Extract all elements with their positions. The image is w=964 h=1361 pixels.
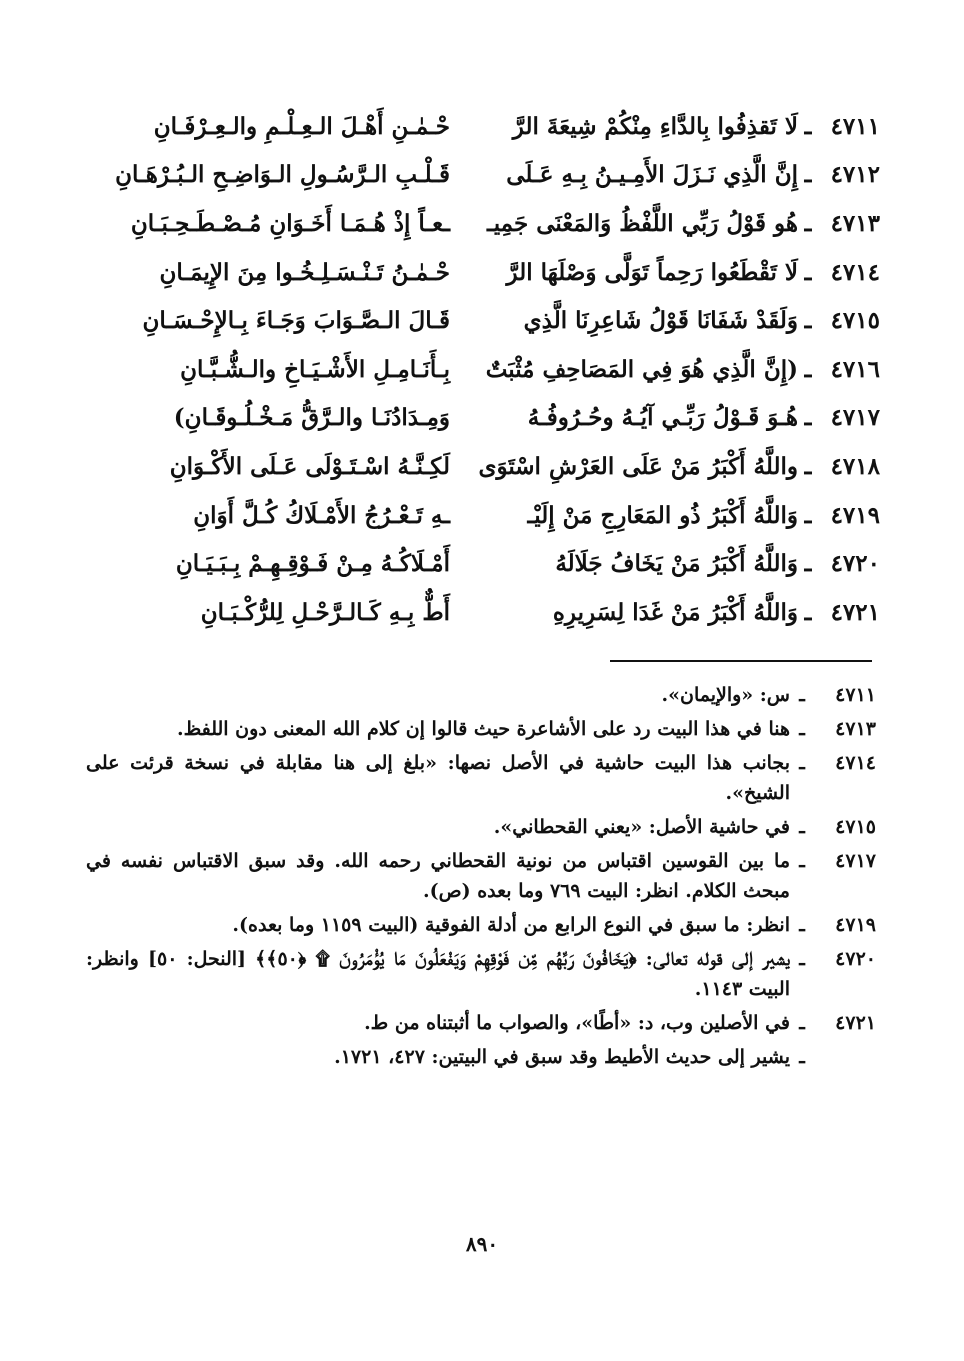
verse-line [80,296,880,345]
verse-second-hemistich: حْـمٰـنِ أَهْـلَ الـعِـلْـمِ والـعِـرْفَـانِ [153,112,450,140]
footnote-dash: ـ [799,718,805,740]
footnote-dash: ـ [799,1012,805,1034]
footnote-text: في الأصلين وب، د: «أطًا»، والصواب ما أثبتناه من ط. [364,1012,790,1034]
verse-second-hemistich: أَطٌّ بِـهِ كَـالـرَّحْـلِ لِلرُّكْـبَـانِ [200,598,450,626]
verse-number: ٤٧١٥ [830,307,880,335]
footnote [86,748,876,808]
footnote-text: في حاشية الأصل: «يعني القحطاني». [493,816,790,838]
verse-number: ٤٧١٣ [830,209,880,237]
verse-number: ٤٧١١ [830,112,880,140]
verse-second-hemistich: ـعـاً إِذْ هُـمَـا أَخَـوَانِ مُـصْـطَـحِـبَـانِ [130,209,450,237]
footnote-dash: ـ [799,816,805,838]
footnote-dash: ـ [799,684,805,706]
verse-line [80,491,880,540]
footnote-dash: ـ [799,752,805,774]
verse-number: ٤٧٢٠ [830,550,880,578]
verse-second-hemistich: قَـالَ الـصَّـوَابَ وَجَـاءَ بِـالإِحْـسَـانِ [142,307,450,335]
verse-second-hemistich: قَـلْـبِ الـرَّسُـولِ الـوَاضِـحِ الـبُـرْهَـانِ [115,161,450,189]
footnote [86,944,876,1004]
verse-line [80,151,880,200]
verse-line [80,588,880,637]
verse-second-hemistich: لَكِـنَّـهُ اسْـتَـوْلَى عَـلَى الأَكْـوَانِ [169,452,450,480]
footnote [86,812,876,842]
footnote-number: ٤٧١٧ [835,850,876,872]
verse-first-hemistich: هُـوَ قَـوْلُ رَبِّـي آيُـهُ وحُـرُوفُـهُ [527,404,798,432]
verse-line [80,248,880,297]
verse-first-hemistich: واللَّهُ أَكْبَرُ مَنْ عَلَى العَرْشِ اسْتَوَى [478,452,798,480]
verse-dash: ـ [804,598,812,626]
footnote-number [814,1042,876,1072]
verse-dash: ـ [804,258,812,286]
verse-number: ٤٧١٦ [830,355,880,383]
footnote-text: ما بين القوسين اقتباس من نونية القحطاني رحمه الله. وقد سبق الاقتباس نفسه في مبحث الكلام. انظر: البيت ٧٦٩ وما بعده (ص). [86,850,790,902]
verse-dash: ـ [804,501,812,529]
verse-line [80,539,880,588]
verse-first-hemistich: (إِنَّ الَّذِي هُوَ فِي المَصَاحِفِ مُثْبَتٌ [485,355,798,383]
footnote-dash: ـ [799,948,805,970]
footnote-number: ٤٧١١ [835,684,876,706]
verse-second-hemistich: حْـمٰـنُ تَـنْـسَـلِـخُـوا مِنَ الإِيمَـانِ [159,258,450,286]
verse-first-hemistich: إِنَّ الَّذِي نَـزَلَ الأَمِـيـنُ بِـهِ عَـلَى [506,161,798,189]
verse-line [80,102,880,151]
verse-dash: ـ [804,355,812,383]
footnote-number: ٤٧٢١ [835,1012,876,1034]
verse-first-hemistich: وَلَقَدْ شَفَانَا قَوْلُ شَاعِرِنَا الَّذِي [523,307,798,335]
footnote-number: ٤٧١٩ [835,914,876,936]
footnote [86,680,876,710]
footnote-dash: ـ [799,850,805,872]
footnote-text: انظر: ما سبق في النوع الرابع من أدلة الفوقية (البيت ١١٥٩ وما بعده). [232,914,790,936]
verse-first-hemistich: وَاللَّهُ أَكْبَرُ مَنْ غَدَا لِسَرِيرِهِ [552,598,798,626]
footnote-number: ٤٧٢٠ [835,948,876,970]
footnote [86,846,876,906]
footnote-text: بجانب هذا البيت حاشية في الأصل نصها: «بلغ إلى هنا مقابلة في نسخة قرئت على الشيخ». [86,752,790,804]
verse-number: ٤٧١٩ [830,501,880,529]
verse-number: ٤٧٢١ [830,598,880,626]
footnote [86,1042,876,1072]
verse-number: ٤٧١٢ [830,161,880,189]
verse-dash: ـ [804,307,812,335]
verse-second-hemistich: وَمِـدَادُنَـا والـرَّقُّ مَـخْـلُـوقَـانِ) [173,404,450,432]
footnote-dash: ـ [799,1046,805,1068]
footnote-text: س: «والإيمان». [661,684,790,706]
verse-line [80,442,880,491]
verse-dash: ـ [804,452,812,480]
verse-first-hemistich: وَاللَّهُ أَكْبَرُ مَنْ يَخَافُ جَلَالَهُ [555,550,798,578]
footnote-number: ٤٧١٤ [835,752,876,774]
footnote [86,714,876,744]
verse-line [80,394,880,443]
verse-dash: ـ [804,161,812,189]
verse-dash: ـ [804,550,812,578]
verse-dash: ـ [804,209,812,237]
verse-first-hemistich: لَا تَقْطَعُوا رَحِماً تَوَلَّى وَصْلَهَا الرَّ [506,258,798,286]
verse-dash: ـ [804,404,812,432]
footnote [86,910,876,940]
footnote-number: ٤٧١٣ [835,718,876,740]
verse-number: ٤٧١٧ [830,404,880,432]
verse-first-hemistich: هُو قَوْلُ رَبِّي اللَّفْظُ وَالمَعْنَى جَمِيـ [487,209,798,237]
page-number: ٨٩٠ [465,1232,499,1256]
verse-line [80,345,880,394]
footnote [86,1008,876,1038]
verse-first-hemistich: وَاللَّهُ أَكْبَرُ ذُو المَعَارِجِ مَنْ إِلَيْـ [527,501,798,529]
footnote-number: ٤٧١٥ [835,816,876,838]
verse-dash: ـ [804,112,812,140]
verse-second-hemistich: ـهِ تَـعْـرُجُ الأَمْـلَاكُ كُـلَّ أَوَانِ [193,501,450,529]
poem-verses [80,102,880,637]
footnote-text: يشير إلى قوله تعالى: ﴿يَخَافُونَ رَبَّهُم مِّن فَوْقِهِمْ وَيَفْعَلُونَ مَا يُؤْمَرُونَ ۩ ﴿٥٠﴾﴾ [النحل: ٥٠] وانظر: البيت ١١٤٣. [86,948,790,1000]
verse-number: ٤٧١٨ [830,452,880,480]
verse-line [80,199,880,248]
footnote-separator [610,660,872,662]
verse-second-hemistich: بِـأَنَـامِـلِ الأَشْـيَـاخِ والـشُّـبَّـانِ [180,355,450,383]
footnote-dash: ـ [799,914,805,936]
footnotes [86,680,876,1076]
verse-number: ٤٧١٤ [830,258,880,286]
verse-first-hemistich: لَا تَقذِفُوا بِالدَّاءِ مِنْكُمْ شِيعَةَ الرَّ [512,112,798,140]
verse-second-hemistich: أَمْـلَاكُـهُ مِـنْ فَـوْقِـهِـمْ بِـبَـيَـانِ [175,550,450,578]
footnote-text: يشير إلى حديث الأطيط وقد سبق في البيتين: ٤٢٧، ١٧٢١. [334,1046,790,1068]
footnote-text: هنا في هذا البيت رد على الأشاعرة حيث قالوا إن كلام الله المعنى دون اللفظ. [176,718,790,740]
